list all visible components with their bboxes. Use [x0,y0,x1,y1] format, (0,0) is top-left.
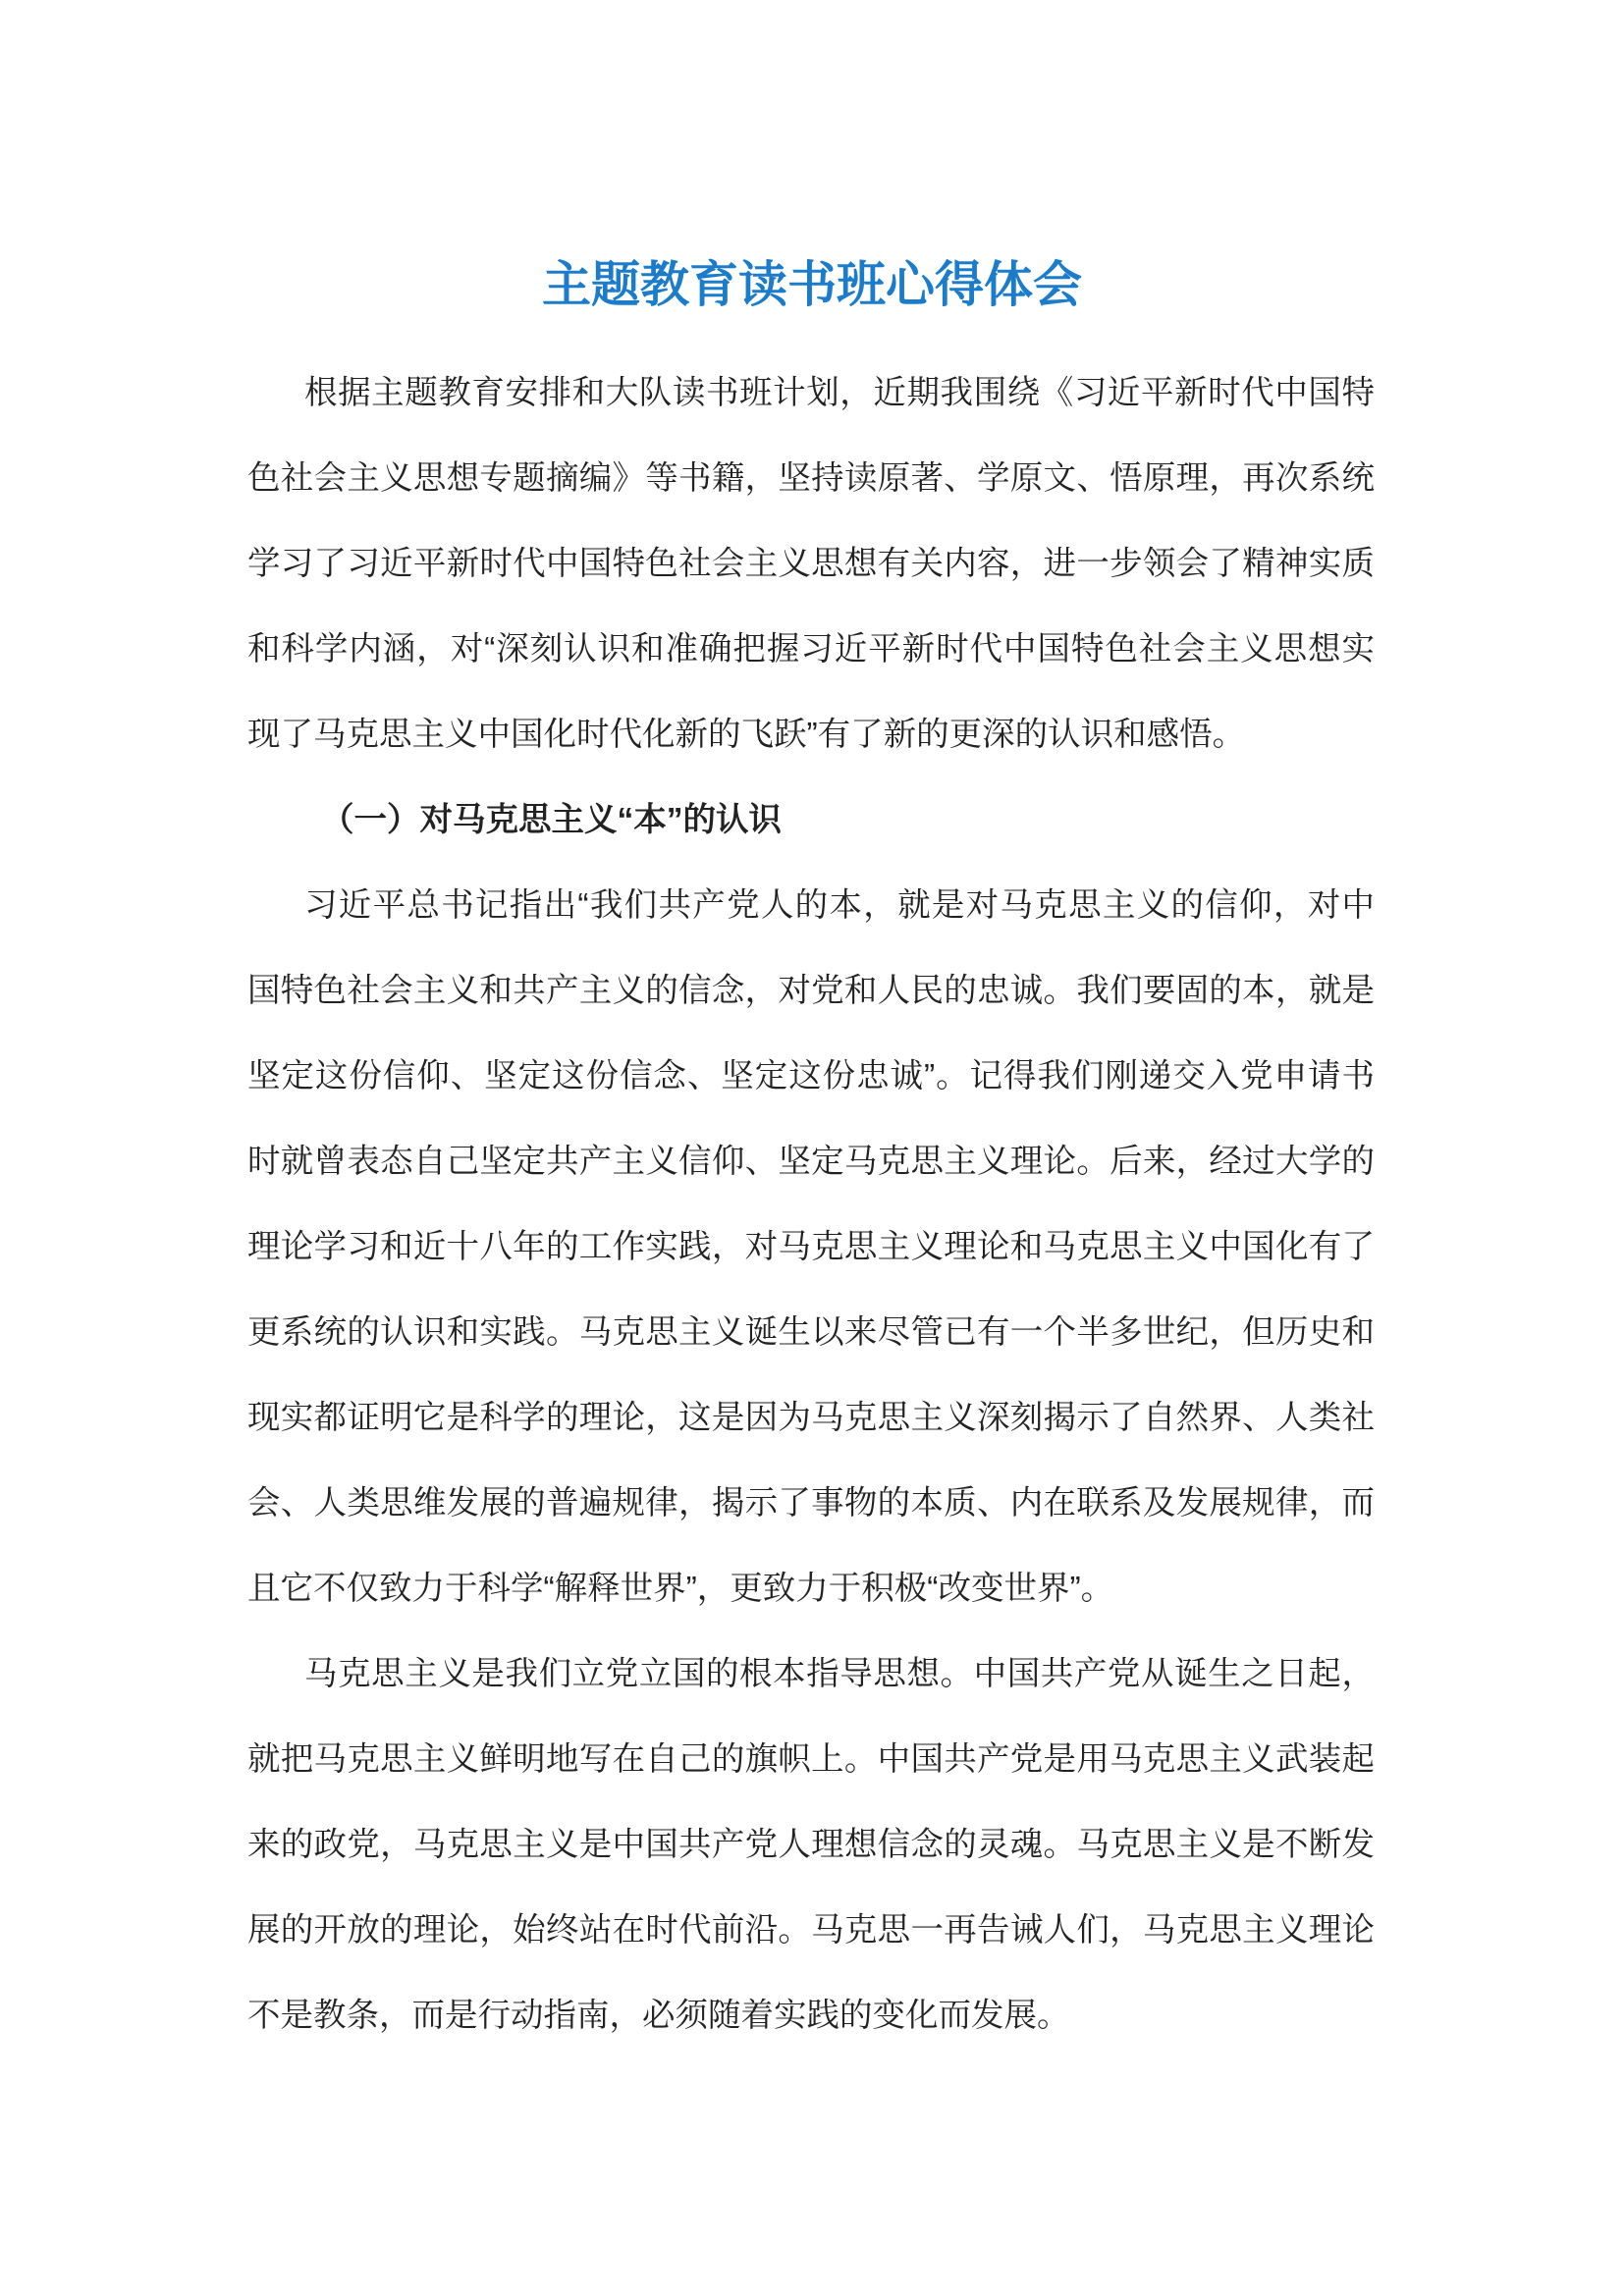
paragraph-line: 更系统的认识和实践。马克思主义诞生以来尽管已有一个半多世纪，但历史和 [247,1314,1375,1351]
document-title: 主题教育读书班心得体会 [542,257,1082,312]
paragraph-line: 展的开放的理论，始终站在时代前沿。马克思一再告诫人们，马克思主义理论 [247,1912,1375,1949]
paragraph-line: 习近平总书记指出“我们共产党人的本，就是对马克思主义的信仰，对中 [304,887,1375,924]
paragraph-line: 现实都证明它是科学的理论，这是因为马克思主义深刻揭示了自然界、人类社 [247,1400,1375,1436]
paragraph [247,863,1375,1631]
paragraph-line: 不是教条，而是行动指南，必须随着实践的变化而发展。 [247,1998,1070,2034]
paragraph-line: 就把马克思主义鲜明地写在自己的旗帜上。中国共产党是用马克思主义武装起 [247,1741,1375,1778]
paragraph [247,350,1375,777]
paragraph-line: 学习了习近平新时代中国特色社会主义思想有关内容，进一步领会了精神实质 [247,546,1375,582]
paragraph-line: 根据主题教育安排和大队读书班计划，近期我围绕《习近平新时代中国特 [304,375,1375,411]
paragraph-line: 会、人类思维发展的普遍规律，揭示了事物的本质、内在联系及发展规律，而 [247,1485,1375,1522]
document-body [247,350,1375,2058]
paragraph-line: 且它不仅致力于科学“解释世界”，更致力于积极“改变世界”。 [247,1571,1114,1607]
paragraph-line: 和科学内涵，对“深刻认识和准确把握习近平新时代中国特色社会主义思想实 [247,631,1375,667]
paragraph [247,1631,1375,2058]
paragraph-line: 时就曾表态自己坚定共产主义信仰、坚定马克思主义理论。后来，经过大学的 [247,1144,1375,1180]
paragraph-line: 现了马克思主义中国化时代化新的飞跃”有了新的更深的认识和感悟。 [247,717,1246,753]
section-heading: （一）对马克思主义“本”的认识 [321,802,782,838]
paragraph-line: 马克思主义是我们立党立国的根本指导思想。中国共产党从诞生之日起， [304,1656,1375,1692]
paragraph-line: 理论学习和近十八年的工作实践，对马克思主义理论和马克思主义中国化有了 [247,1229,1375,1265]
paragraph-line: 国特色社会主义和共产主义的信念，对党和人民的忠诚。我们要固的本，就是 [247,973,1375,1009]
paragraph-line: 来的政党，马克思主义是中国共产党人理想信念的灵魂。马克思主义是不断发 [247,1827,1375,1863]
paragraph-line: 坚定这份信仰、坚定这份信念、坚定这份忠诚”。记得我们刚递交入党申请书 [247,1058,1375,1095]
paragraph-line: 色社会主义思想专题摘编》等书籍，坚持读原著、学原文、悟原理，再次系统 [247,460,1375,497]
